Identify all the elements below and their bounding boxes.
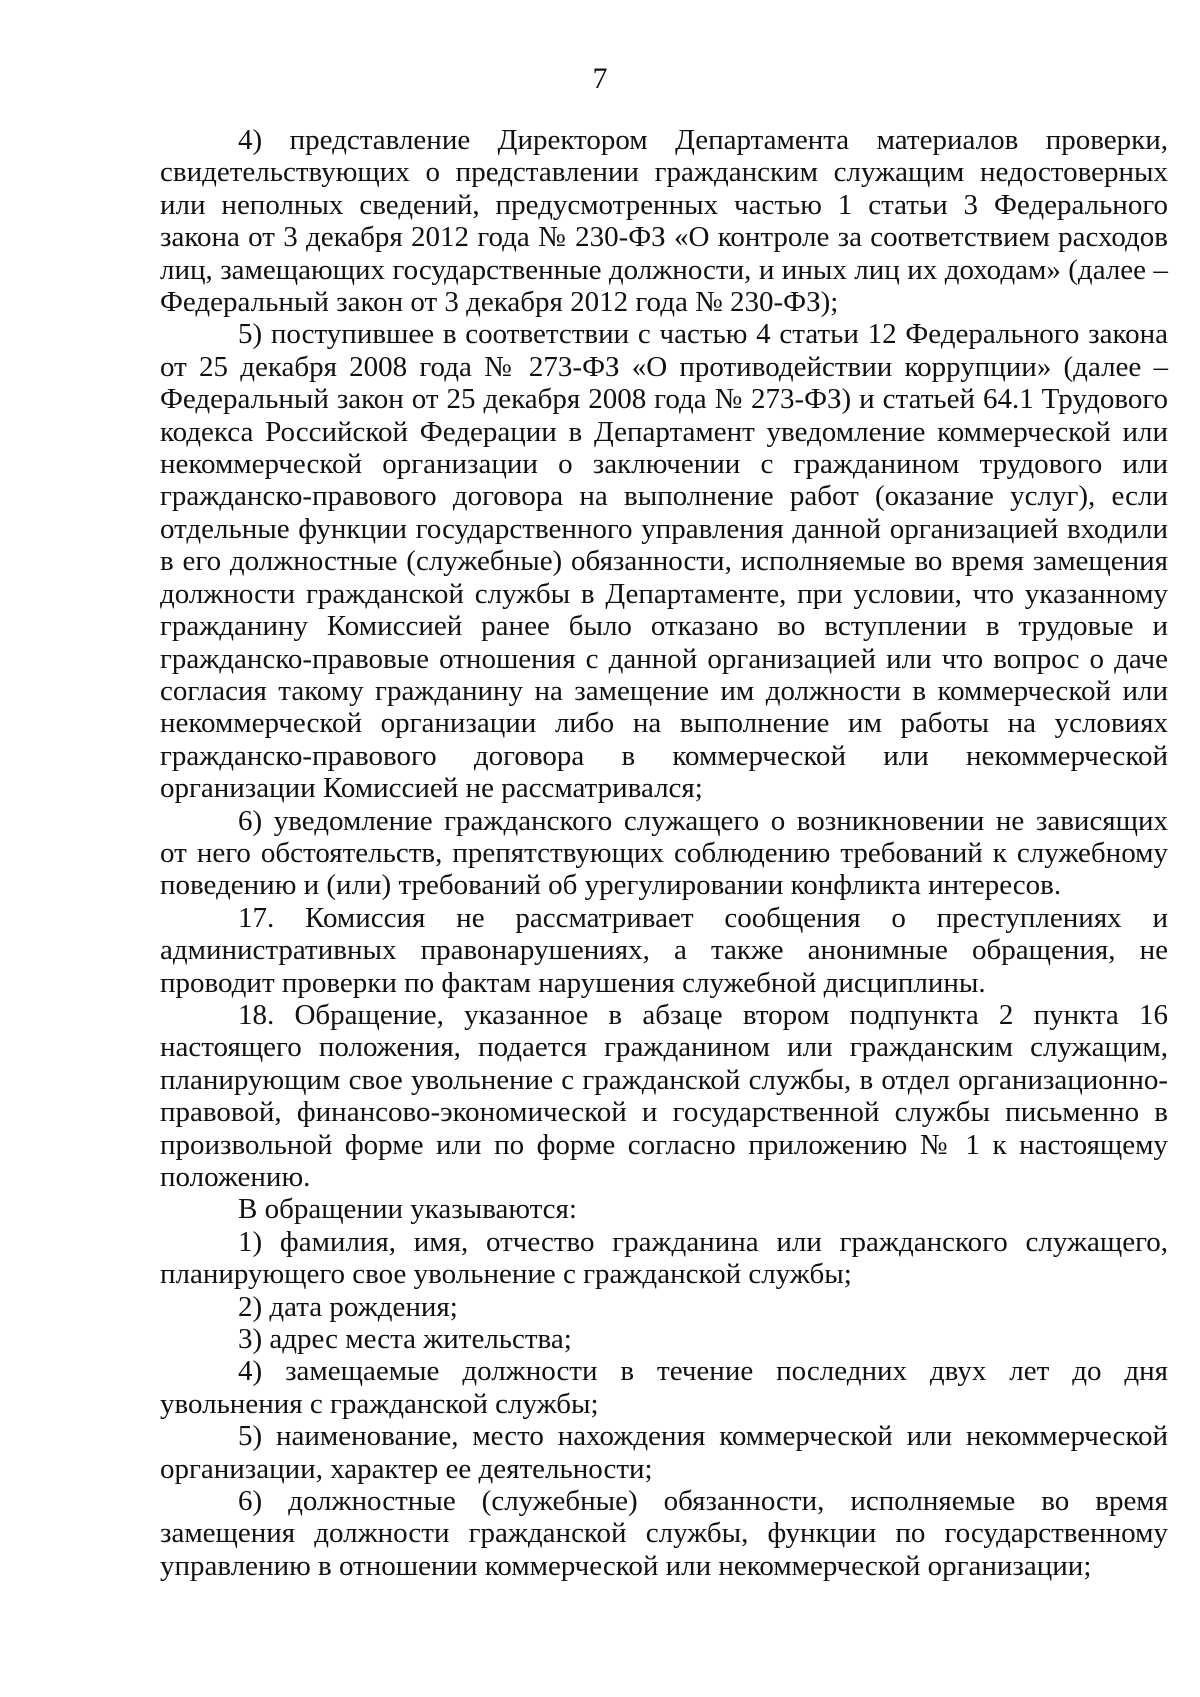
paragraph-item-4-inspection-materials: 4) представление Директором Департамента материалов проверки, свидетельствующих о представлении гражданским служащим недостоверных или неполных сведений, предусмотренных частью 1 статьи 3 Федерального закона от 3 декабря 2012 года № 230-ФЗ «О контроле за соответствием расходов лиц, замещающих государственные должности, и иных лиц их доходам» (далее – Федеральный закон от 3 декабря 2012 года № 230-ФЗ); [160, 124, 1168, 319]
paragraph-appeal-item-4: 4) замещаемые должности в течение последних двух лет до дня увольнения с гражданской службы; [160, 1355, 1168, 1420]
paragraph-appeal-contents-intro: В обращении указываются: [238, 1193, 577, 1226]
paragraph-appeal-item-2: 2) дата рождения; [238, 1290, 458, 1323]
paragraph-appeal-item-5: 5) наименование, место нахождения коммерческой или некоммерческой организации, характер ее деятельности; [160, 1420, 1168, 1485]
paragraph-appeal-item-6: 6) должностные (служебные) обязанности, исполняемые во время замещения должности гражданской службы, функции по государственному управлению в отношении коммерческой или некоммерческой организации; [160, 1485, 1168, 1582]
paragraph-item-6-circumstances-notice: 6) уведомление гражданского служащего о возникновении не зависящих от него обстоятельств, препятствующих соблюдению требований к служебному поведению и (или) требований об урегулировании конфликта интересов. [160, 804, 1168, 902]
paragraph-appeal-item-1: 1) фамилия, имя, отчество гражданина или гражданского служащего, планирующего свое увольнение с гражданской службы; [160, 1225, 1168, 1291]
page-number: 7 [592, 62, 608, 95]
paragraph-item-5-organization-notice: 5) поступившее в соответствии с частью 4 статьи 12 Федерального закона от 25 декабря 2008 года № 273-ФЗ «О противодействии коррупции» (далее – Федеральный закон от 25 декабря 2008 года № 273-ФЗ) и статьей 64.1 Трудового кодекса Российской Федерации в Департамент уведомление коммерческой или некоммерческой организации о заключении с гражданином трудового или гражданско-правового договора на выполнение работ (оказание услуг), если отдельные функции государственного управления данной организацией входили в его должностные (служебные) обязанности, исполняемые во время замещения должности гражданской службы в Департаменте, при условии, что указанному гражданину Комиссией ранее было отказано во вступлении в трудовые и гражданско-правовые отношения с данной организацией или что вопрос о даче согласия такому гражданину на замещение им должности в коммерческой или некоммерческой организации либо на выполнение им работы на условиях гражданско-правового договора в коммерческой или некоммерческой организации Комиссией не рассматривался; [160, 318, 1168, 805]
paragraph-clause-18: 18. Обращение, указанное в абзаце втором подпункта 2 пункта 16 настоящего положения, подается гражданином или гражданским служащим, планирующим свое увольнение с гражданской службы, в отдел организационно-правовой, финансово-экономической и государственной службы письменно в произвольной форме или по форме согласно приложению № 1 к настоящему положению. [160, 998, 1168, 1193]
paragraph-clause-17: 17. Комиссия не рассматривает сообщения о преступлениях и административных правонарушениях, а также анонимные обращения, не проводит проверки по фактам нарушения служебной дисциплины. [160, 901, 1168, 999]
document-body [160, 124, 1168, 1582]
paragraph-appeal-item-3: 3) адрес места жительства; [238, 1323, 572, 1356]
